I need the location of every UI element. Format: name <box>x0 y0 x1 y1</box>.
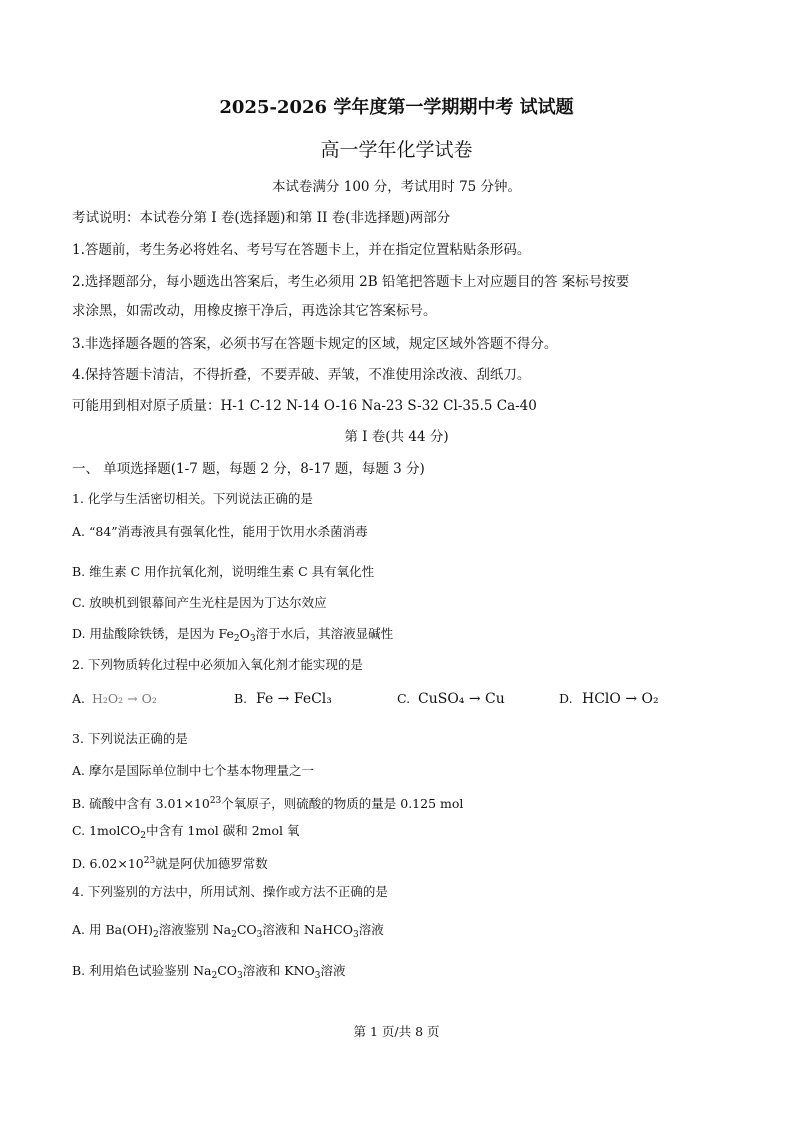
q4-option-b: B. 利用焰色试验鉴别 $Na_2CO_3$溶液和 $KNO_3$溶液 <box>72 963 346 981</box>
page-footer: 第 1 页/共 8 页 <box>353 1024 440 1039</box>
atomic-masses: 可能用到相对原子质量：H-1 C-12 N-14 O-16 Na-23 S-32 Cl-35.5 Ca-40 <box>72 398 537 414</box>
part-heading: 一、 单项选择题(1-7 题，每题 2 分，8-17 题，每题 3 分) <box>72 461 425 477</box>
q2-option-d-label: D. <box>559 691 573 706</box>
instruction-item-2b: 求涂黑，如需改动，用橡皮擦干净后，再选涂其它答案标号。 <box>72 303 437 319</box>
q1-option-c: C. 放映机到银幕间产生光柱是因为丁达尔效应 <box>72 595 327 610</box>
q1-stem: 1. 化学与生活密切相关。下列说法正确的是 <box>72 491 313 506</box>
q2-options <box>72 689 732 709</box>
q2-option-a-label: A. <box>72 691 86 706</box>
score-line: 本试卷满分 100 分，考试用时 75 分钟。 <box>271 179 522 195</box>
q2-option-c-label: C. <box>397 691 411 706</box>
instruction-item-3: 3.非选择题各题的答案，必须书写在答题卡规定的区域，规定区域外答题不得分。 <box>72 336 558 352</box>
exam-subtitle: 高一学年化学试卷 <box>320 139 473 161</box>
q3-option-d: D. $6.02\times 10^{23}$就是阿伏加德罗常数 <box>72 856 268 871</box>
exam-title: 2025-2026 学年度第一学期期中考 试试题 <box>219 97 574 118</box>
q3-stem: 3. 下列说法正确的是 <box>72 731 188 746</box>
q3-option-a: A. 摩尔是国际单位制中七个基本物理量之一 <box>72 763 314 778</box>
q2-option-b-expr: Fe → FeCl₃ <box>256 691 332 707</box>
instructions-intro: 考试说明：本试卷分第 I 卷(选择题)和第 II 卷(非选择题)两部分 <box>72 210 451 226</box>
q3-option-b: B. 硫酸中含有 $3.01\times 10^{23}$个氧原子，则硫酸的物质的量是 0.125 mol <box>72 796 464 811</box>
q2-option-b-label: B. <box>234 691 248 706</box>
q3-option-c: C. 1molCO$_2$中含有 1mol 碳和 2mol 氧 <box>72 823 300 841</box>
q4-option-a: A. 用 $Ba(OH)_2$溶液鉴别 $Na_2CO_3$溶液和 NaHCO$_3$溶液 <box>72 922 384 940</box>
q1-option-d: D. 用盐酸除铁锈，是因为 $Fe_2O_3$溶于水后，其溶液显碱性 <box>72 626 394 644</box>
q4-stem: 4. 下列鉴别的方法中，所用试剂、操作或方法不正确的是 <box>72 884 388 899</box>
q2-option-d-expr: HClO → O₂ <box>582 691 659 707</box>
section-title: 第 I 卷(共 44 分) <box>344 429 449 445</box>
q2-option-c-expr: CuSO₄ → Cu <box>418 691 505 707</box>
instruction-item-2a: 2.选择题部分，每小题选出答案后，考生必须用 2B 铅笔把答题卡上对应题目的答 案标号按要 <box>72 274 630 290</box>
q1-option-b: B. 维生素 C 用作抗氧化剂，说明维生素 C 具有氧化性 <box>72 564 375 579</box>
instruction-item-4: 4.保持答题卡清洁，不得折叠，不要弄破、弄皱，不准使用涂改液、刮纸刀。 <box>72 367 531 383</box>
q2-option-a-expr: H₂O₂ → O₂ <box>92 691 157 706</box>
instruction-item-1: 1.答题前，考生务必将姓名、考号写在答题卡上，并在指定位置粘贴条形码。 <box>72 242 531 258</box>
q2-stem: 2. 下列物质转化过程中必须加入氧化剂才能实现的是 <box>72 657 363 672</box>
q1-option-a: A. “84”消毒液具有强氧化性，能用于饮用水杀菌消毒 <box>72 524 368 539</box>
